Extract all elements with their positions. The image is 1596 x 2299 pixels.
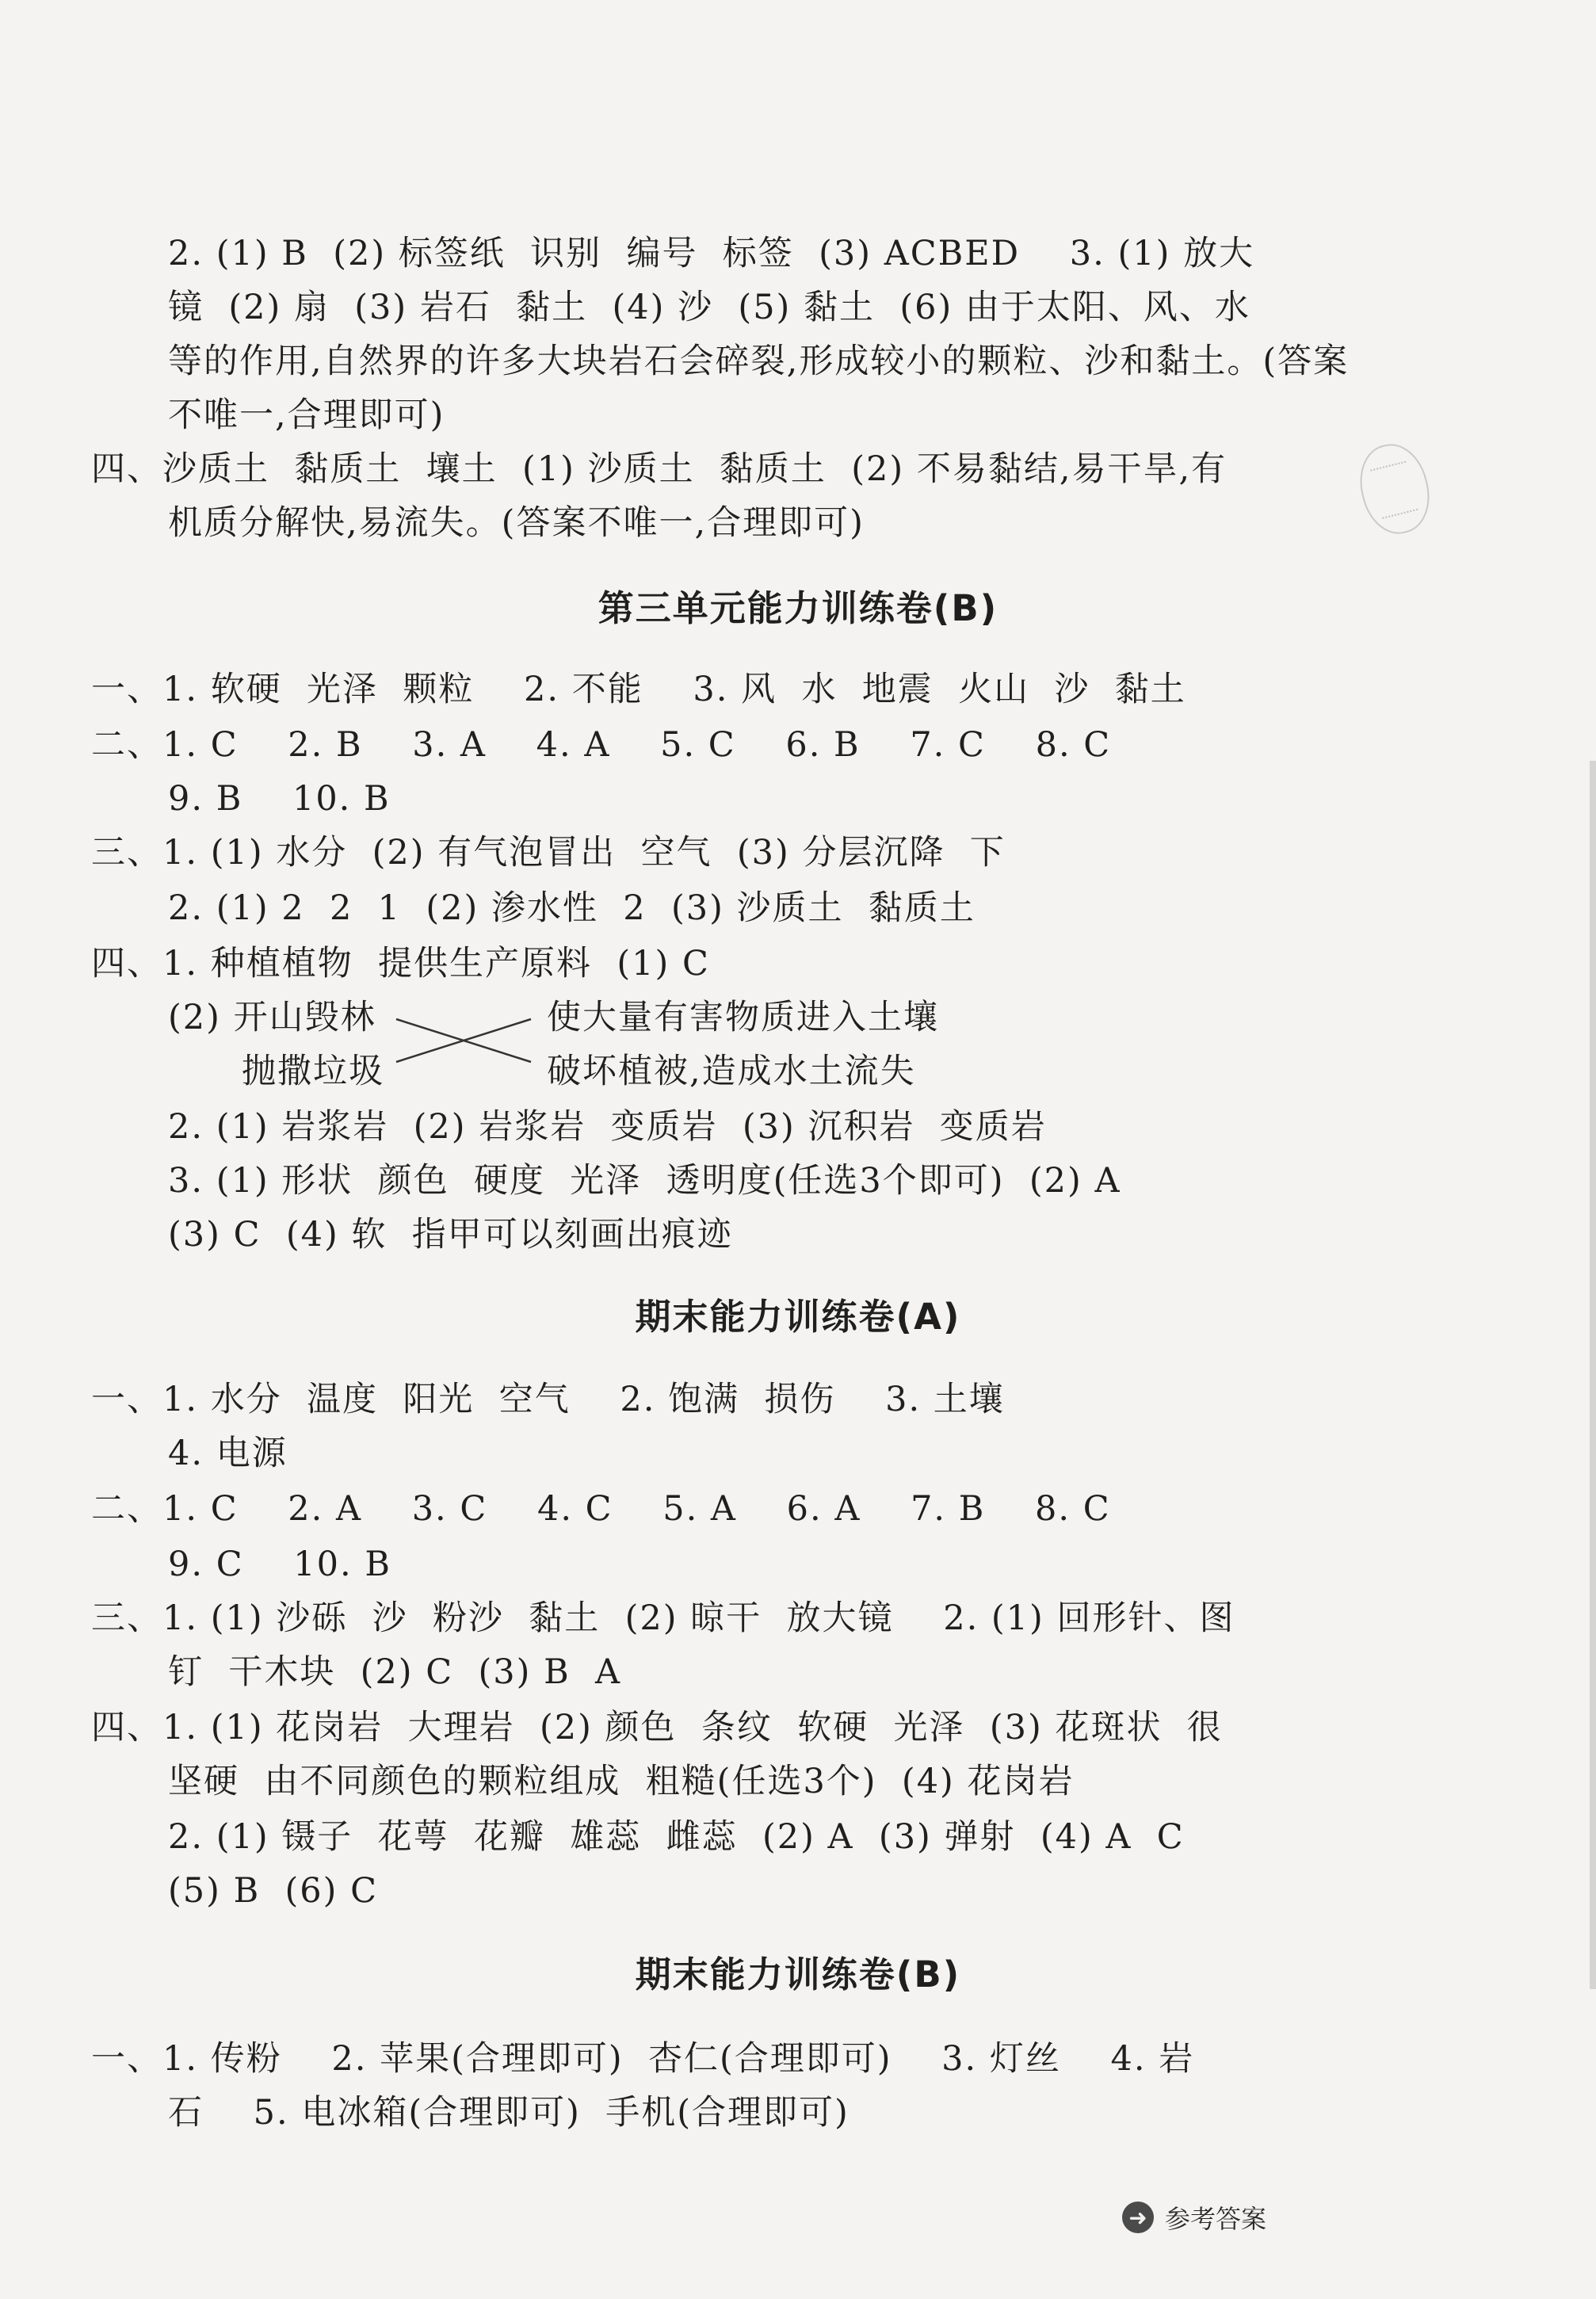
- answer-line: 三、1. (1) 沙砾 沙 粉沙 黏土 (2) 晾干 放大镜 2. (1) 回形针、图: [91, 1598, 1235, 1638]
- section-title-final-b: 期末能力训练卷(B): [635, 1953, 961, 1995]
- arrow-right-icon: ➜: [1122, 2202, 1154, 2233]
- answer-line: 四、沙质土 黏质土 壤土 (1) 沙质土 黏质土 (2) 不易黏结,易干旱,有: [91, 449, 1228, 489]
- answer-line: 四、1. (1) 花岗岩 大理岩 (2) 颜色 条纹 软硬 光泽 (3) 花斑状 很: [91, 1708, 1223, 1747]
- answer-line: 石 5. 电冰箱(合理即可) 手机(合理即可): [168, 2093, 850, 2133]
- answer-line: 9. B 10. B: [168, 779, 391, 819]
- answer-line: 四、1. 种植植物 提供生产原料 (1) C: [91, 944, 710, 983]
- match-left-1: (2) 开山毁林: [168, 998, 376, 1037]
- section-title-unit3b: 第三单元能力训练卷(B): [598, 587, 998, 629]
- answer-line: 一、1. 软硬 光泽 颗粒 2. 不能 3. 风 水 地震 火山 沙 黏土: [91, 670, 1186, 709]
- match-left-2: 抛撒垃圾: [242, 1052, 384, 1091]
- answer-line: 2. (1) B (2) 标签纸 识别 编号 标签 (3) ACBED 3. (1) 放大: [168, 234, 1255, 273]
- answer-line: 等的作用,自然界的许多大块岩石会碎裂,形成较小的颗粒、沙和黏土。(答案: [168, 342, 1350, 381]
- answer-line: 3. (1) 形状 颜色 硬度 光泽 透明度(任选3个即可) (2) A: [168, 1161, 1121, 1201]
- footer-label: 参考答案: [1165, 2204, 1267, 2234]
- answer-line: 三、1. (1) 水分 (2) 有气泡冒出 空气 (3) 分层沉降 下: [91, 833, 1006, 873]
- answer-line: 镜 (2) 扇 (3) 岩石 黏土 (4) 沙 (5) 黏土 (6) 由于太阳、风、水: [168, 288, 1250, 327]
- answer-line: 4. 电源: [168, 1434, 288, 1473]
- answer-line: 二、1. C 2. A 3. C 4. C 5. A 6. A 7. B 8. C: [91, 1489, 1111, 1529]
- answer-line: 2. (1) 镊子 花萼 花瓣 雄蕊 雌蕊 (2) A (3) 弹射 (4) A C: [168, 1817, 1185, 1857]
- answer-line: 一、1. 传粉 2. 苹果(合理即可) 杏仁(合理即可) 3. 灯丝 4. 岩: [91, 2039, 1195, 2079]
- answer-line: 钉 干木块 (2) C (3) B A: [168, 1652, 622, 1692]
- answer-line: 2. (1) 岩浆岩 (2) 岩浆岩 变质岩 (3) 沉积岩 变质岩: [168, 1107, 1047, 1147]
- page-edge-shadow: [1590, 761, 1596, 1989]
- answer-line: (3) C (4) 软 指甲可以刻画出痕迹: [168, 1215, 733, 1255]
- section-title-final-a: 期末能力训练卷(A): [635, 1296, 961, 1338]
- answer-line: 不唯一,合理即可): [168, 395, 445, 435]
- answer-line: 机质分解快,易流失。(答案不唯一,合理即可): [168, 503, 865, 543]
- answer-line: (5) B (6) C: [168, 1871, 378, 1911]
- matching-lines: [388, 1005, 547, 1076]
- match-right-2: 破坏植被,造成水土流失: [547, 1052, 916, 1091]
- answer-line: 2. (1) 2 2 1 (2) 渗水性 2 (3) 沙质土 黏质土: [168, 888, 976, 928]
- match-right-1: 使大量有害物质进入土壤: [547, 998, 939, 1037]
- answer-line: 坚硬 由不同颜色的颗粒组成 粗糙(任选3个) (4) 花岗岩: [168, 1762, 1075, 1801]
- footer-answer-key: [1122, 2195, 1266, 2240]
- answer-line: 二、1. C 2. B 3. A 4. A 5. C 6. B 7. C 8. C: [91, 725, 1112, 765]
- answer-line: 一、1. 水分 温度 阳光 空气 2. 饱满 损伤 3. 土壤: [91, 1380, 1005, 1419]
- answer-line: 9. C 10. B: [168, 1545, 391, 1584]
